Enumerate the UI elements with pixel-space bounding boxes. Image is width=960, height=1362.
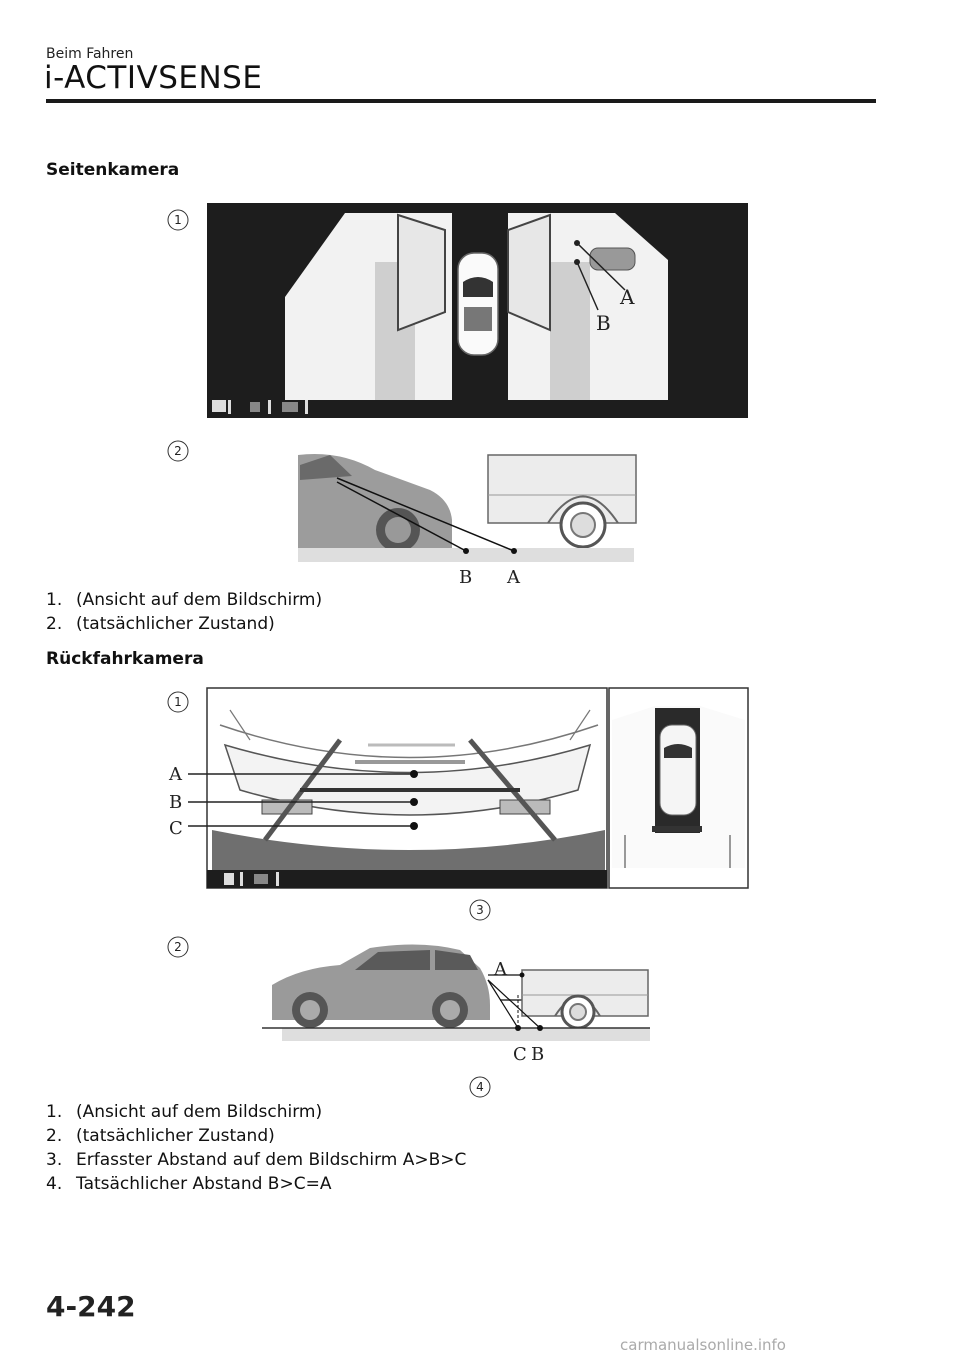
header-title: i-ACTIVSENSE xyxy=(44,60,263,96)
callout-1-text: 1 xyxy=(174,213,182,227)
callout-2-icon xyxy=(168,937,188,957)
list-item: 3. Erfasster Abstand auf dem Bildschirm A>B>C xyxy=(46,1150,467,1170)
side-camera-actual-figure xyxy=(160,440,640,590)
label-c-rear-actual: C xyxy=(513,1044,527,1065)
label-c-rear: C xyxy=(169,818,183,839)
label-a: A xyxy=(620,285,635,309)
side-camera-screen-figure xyxy=(160,200,760,425)
rear-camera-actual-figure xyxy=(160,935,660,1100)
label-b-rear: B xyxy=(169,792,183,813)
callout-4-text: 4 xyxy=(476,1080,484,1094)
list-item: 4. Tatsächlicher Abstand B>C=A xyxy=(46,1174,332,1194)
label-a-rear: A xyxy=(169,764,182,785)
callout-3-icon xyxy=(470,900,490,920)
footer-watermark: carmanualsonline.info xyxy=(620,1336,786,1354)
header-section: Beim Fahren xyxy=(46,46,134,62)
callout-3-text: 3 xyxy=(476,903,484,917)
list-item: 1. (Ansicht auf dem Bildschirm) xyxy=(46,1102,323,1122)
label-b-actual: B xyxy=(459,567,473,588)
rear-camera-title: Rückfahrkamera xyxy=(46,649,204,669)
callout-2-rear-text: 2 xyxy=(174,940,182,954)
page-number: 4-242 xyxy=(46,1290,136,1323)
label-b: B xyxy=(596,311,611,335)
header-rule xyxy=(46,99,876,103)
label-b-rear-actual: B xyxy=(531,1044,545,1065)
car-top-view-icon xyxy=(458,253,498,355)
callout-2-icon xyxy=(168,441,188,461)
list-item: 1. (Ansicht auf dem Bildschirm) xyxy=(46,590,323,610)
rear-camera-screen-figure xyxy=(160,685,760,925)
callout-2-text: 2 xyxy=(174,444,182,458)
label-a-rear-actual: A xyxy=(494,959,507,980)
side-camera-title: Seitenkamera xyxy=(46,160,180,180)
callout-1-rear-text: 1 xyxy=(174,695,182,709)
callout-1-icon xyxy=(168,210,188,230)
list-item: 2. (tatsächlicher Zustand) xyxy=(46,614,275,634)
callout-4-icon xyxy=(470,1077,490,1097)
callout-1-icon xyxy=(168,692,188,712)
list-item: 2. (tatsächlicher Zustand) xyxy=(46,1126,275,1146)
label-a-actual: A xyxy=(507,567,520,588)
